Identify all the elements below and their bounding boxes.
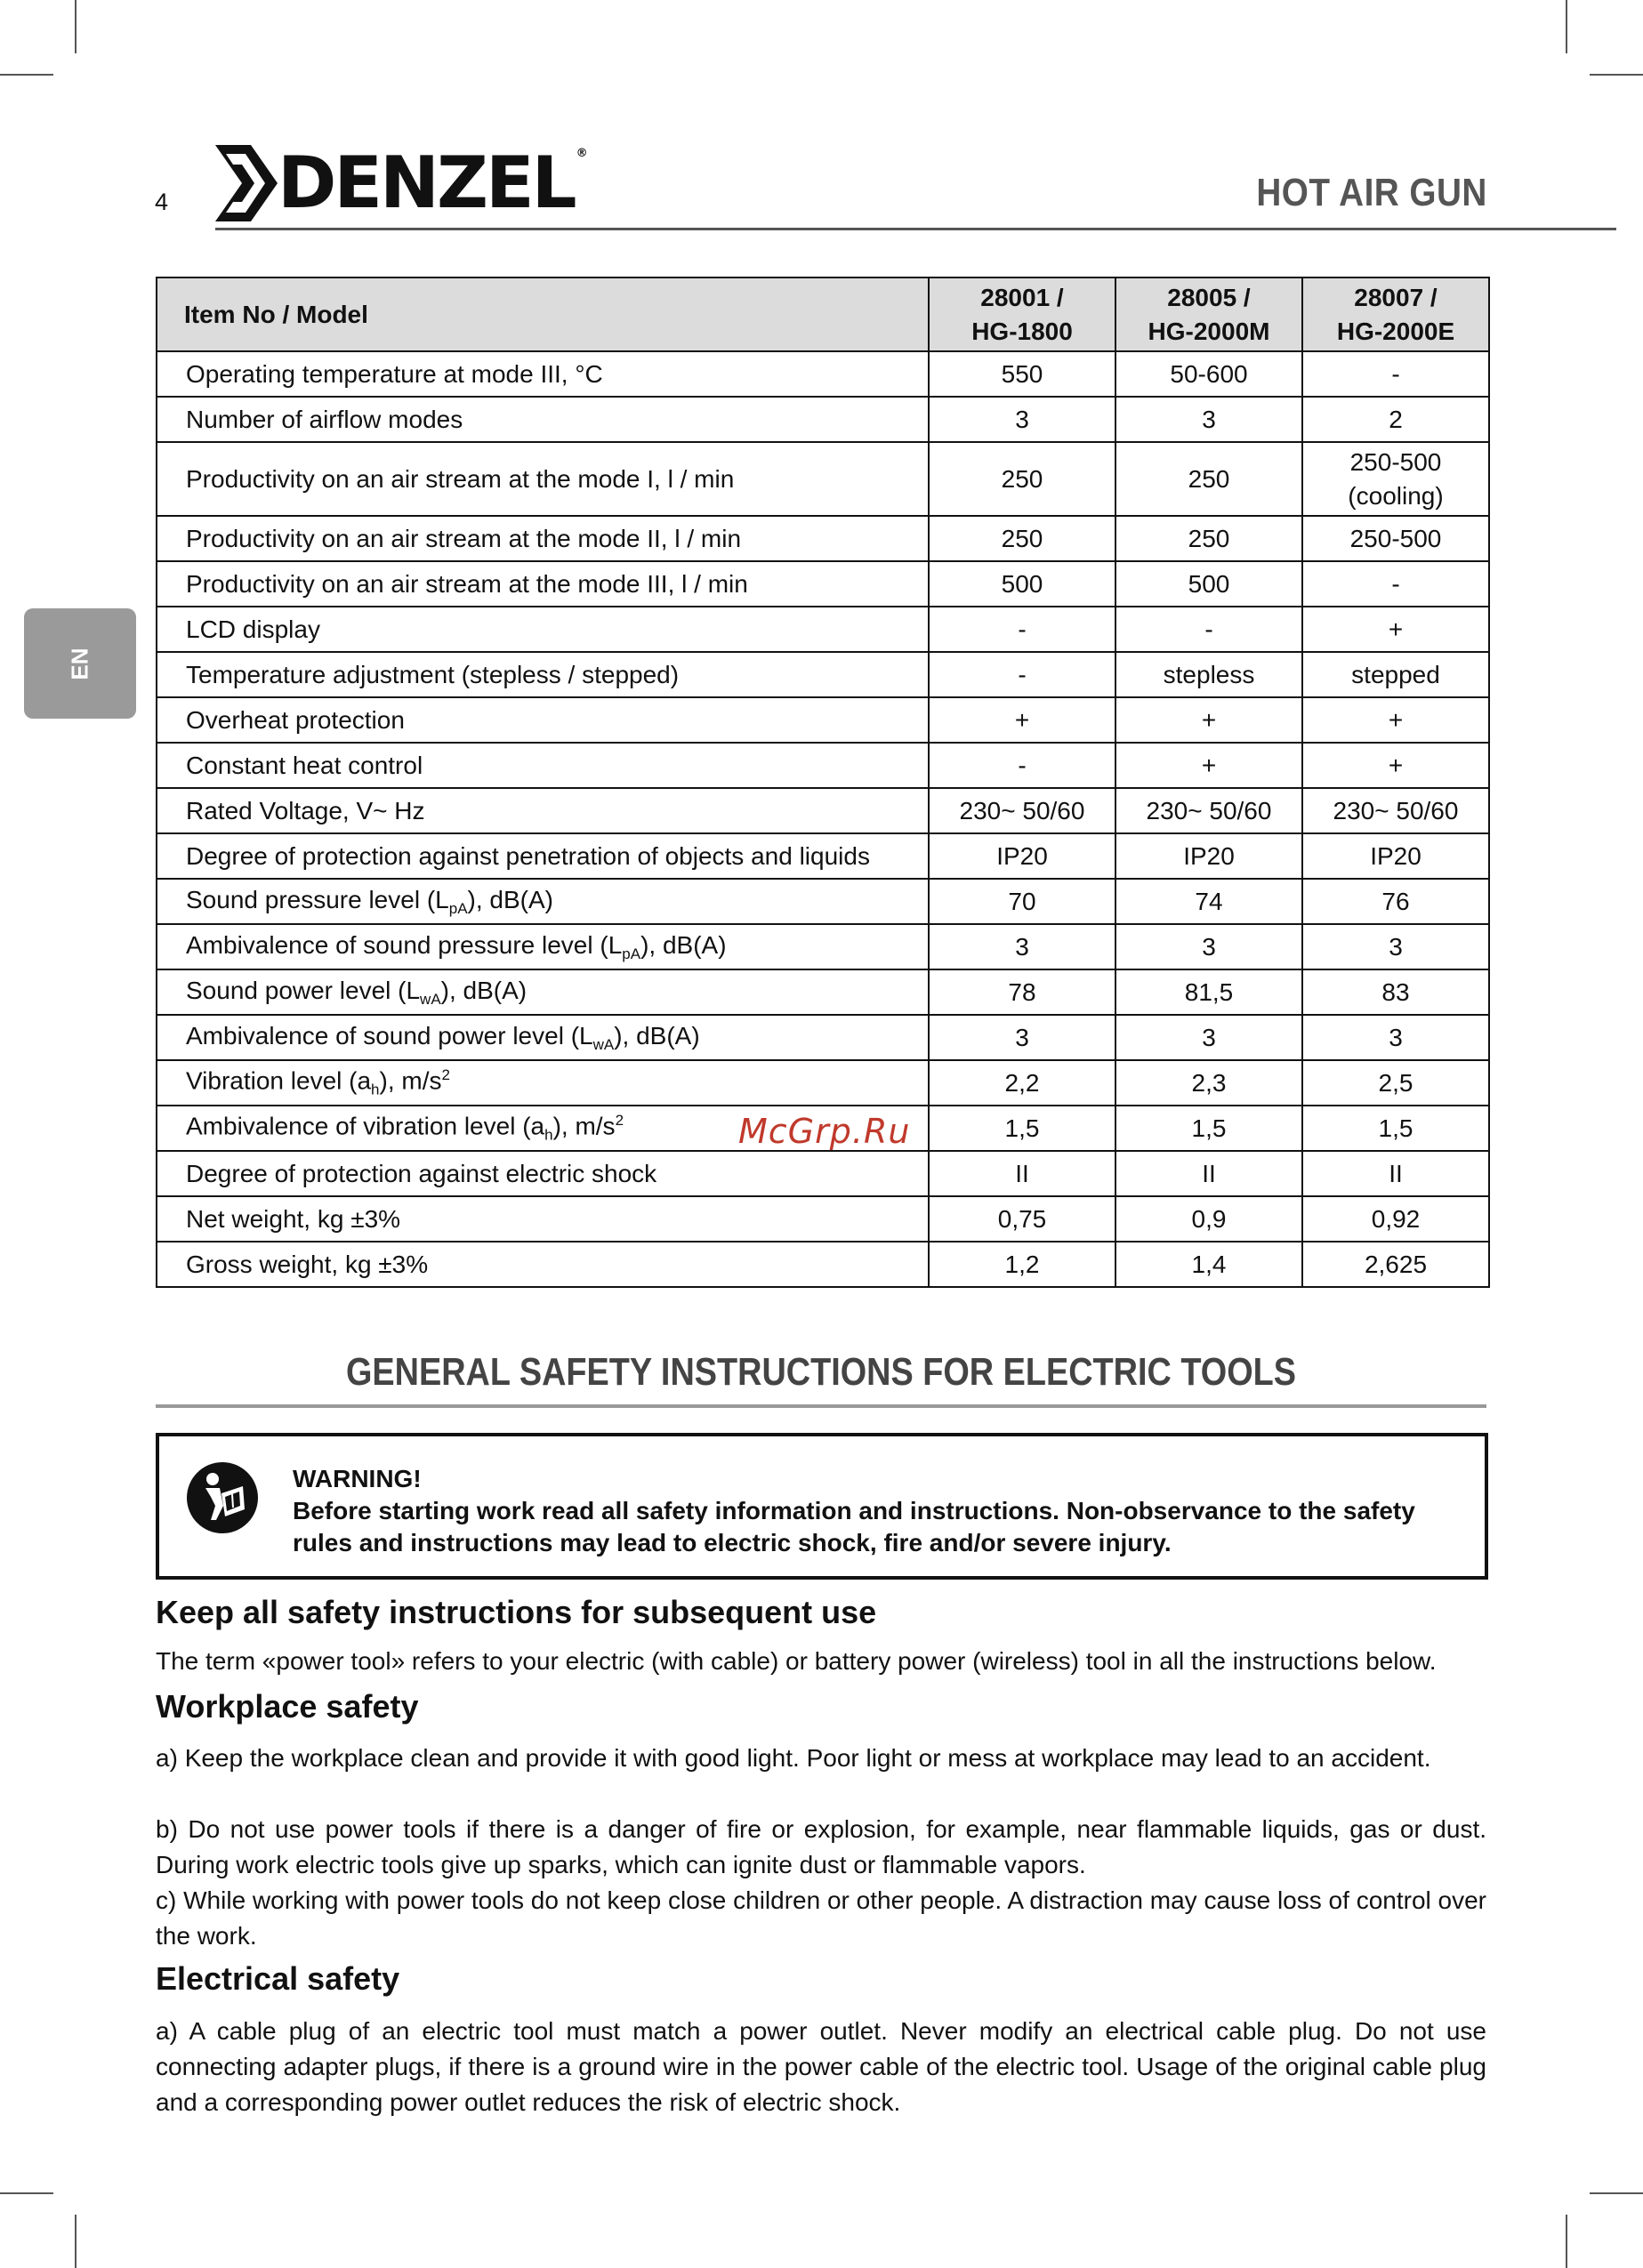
table-row: Gross weight, kg ±3% 1,2 1,4 2,625 xyxy=(157,1242,1489,1287)
crop-mark xyxy=(0,74,53,76)
crop-mark xyxy=(1566,0,1567,53)
power-tool-definition: The term «power tool» refers to your electric (with cable) or battery power (wireless) tool in all the instructions below. xyxy=(156,1647,1437,1675)
table-row: Productivity on an air stream at the mode I, l / min 250 250 250-500 (cooling) xyxy=(157,442,1489,516)
list-item: b) Do not use power tools if there is a danger of fire or explosion, for example, near flammable liquids, gas or dust. During work electric tools give up sparks, which can ignite dust or flammable vapors. xyxy=(156,1815,1486,1878)
section-title: GENERAL SAFETY INSTRUCTIONS FOR ELECTRIC TOOLS xyxy=(345,1350,1297,1394)
language-tab: EN xyxy=(24,608,136,719)
table-row: Ambivalence of vibration level $(a_h)$, $m/s^2$ 1,5 1,5 1,5 xyxy=(157,1106,1489,1151)
crop-mark xyxy=(1590,74,1643,76)
list-item: c) While working with power tools do not keep close children or other people. A distraction may cause loss of control over the work. xyxy=(156,1886,1486,1950)
brand-name: DENZEL ® xyxy=(278,141,585,224)
warning-text xyxy=(293,1463,1476,1559)
table-row: LCD display - - + xyxy=(157,607,1489,652)
table-row: Ambivalence of sound power level $(L_{wA})$, dB(A) 3 3 3 xyxy=(157,1015,1489,1060)
warning-box xyxy=(156,1433,1488,1580)
warning-body: Before starting work read all safety information and instructions. Non-observance to the safety rules and instructions may lead to electric shock, fire and/or severe injury. xyxy=(293,1497,1415,1556)
table-row: Productivity on an air stream at the mode II, l / min 250 250 250-500 xyxy=(157,516,1489,561)
watermark: McGrp.Ru xyxy=(738,1112,911,1151)
table-row: Rated Voltage, V~ Hz 230~ 50/60 230~ 50/60 230~ 50/60 xyxy=(157,788,1489,833)
table-row: Sound pressure level $(L_{pA})$, dB(A) 70 74 76 xyxy=(157,879,1489,924)
denzel-logo xyxy=(215,142,585,224)
page-number: 4 xyxy=(155,189,169,215)
table-row: Temperature adjustment (stepless / stepped) - stepless stepped xyxy=(157,652,1489,697)
table-row: Vibration level $(a_h)$, $m/s^2$ 2,2 2,3 2,5 xyxy=(157,1060,1489,1106)
header-model-1: 28001 / HG-1800 xyxy=(929,277,1115,351)
electrical-safety-heading: Electrical safety xyxy=(156,1960,400,1997)
keep-instructions-heading: Keep all safety instructions for subsequent use xyxy=(156,1594,877,1630)
header-model-2: 28005 / HG-2000M xyxy=(1115,277,1302,351)
table-row: Number of airflow modes 3 3 2 xyxy=(157,397,1489,442)
table-row: Overheat protection + + + xyxy=(157,697,1489,743)
header-model-3: 28007 / HG-2000E xyxy=(1302,277,1489,351)
table-row: Sound power level $(L_{wA})$, dB(A) 78 81,5 83 xyxy=(157,969,1489,1015)
crop-mark xyxy=(0,2192,53,2194)
denzel-emblem-icon xyxy=(215,145,278,221)
table-row: Constant heat control - + + xyxy=(157,743,1489,788)
warning-title: WARNING! xyxy=(293,1465,422,1492)
list-item: a) Keep the workplace clean and provide it with good light. Poor light or mess at workplace may lead to an accident. xyxy=(156,1744,1431,1772)
section-divider xyxy=(156,1404,1486,1408)
header-divider xyxy=(215,228,1616,230)
table-row: Ambivalence of sound pressure level $(L_{pA})$, dB(A) 3 3 3 xyxy=(157,924,1489,969)
list-item: a) A cable plug of an electric tool must match a power outlet. Never modify an electrical cable plug. Do not use connecting adapter plugs, if there is a ground wire in the power cable of the electric tool. Usage of the original cable plug and a corresponding power outlet reduces the risk of electric shock. xyxy=(156,2017,1487,2116)
table-row: Degree of protection against penetration of objects and liquids IP20 IP20 IP20 xyxy=(157,833,1489,879)
header-title: HOT AIR GUN xyxy=(1256,171,1487,214)
table-row: Operating temperature at mode III, °C 550 50-600 - xyxy=(157,351,1489,397)
table-row: Net weight, kg ±3% 0,75 0,9 0,92 xyxy=(157,1196,1489,1242)
table-header-row xyxy=(157,277,1489,351)
header-item-model: Item No / Model xyxy=(157,277,929,351)
crop-mark xyxy=(1566,2215,1567,2268)
crop-mark xyxy=(1590,2192,1643,2194)
crop-mark xyxy=(75,0,77,53)
read-manual-icon xyxy=(186,1461,259,1534)
crop-mark xyxy=(75,2215,77,2268)
table-row: Productivity on an air stream at the mode III, l / min 500 500 - xyxy=(157,561,1489,607)
workplace-safety-heading: Workplace safety xyxy=(156,1688,419,1725)
table-row: Degree of protection against electric shock II II II xyxy=(157,1151,1489,1196)
